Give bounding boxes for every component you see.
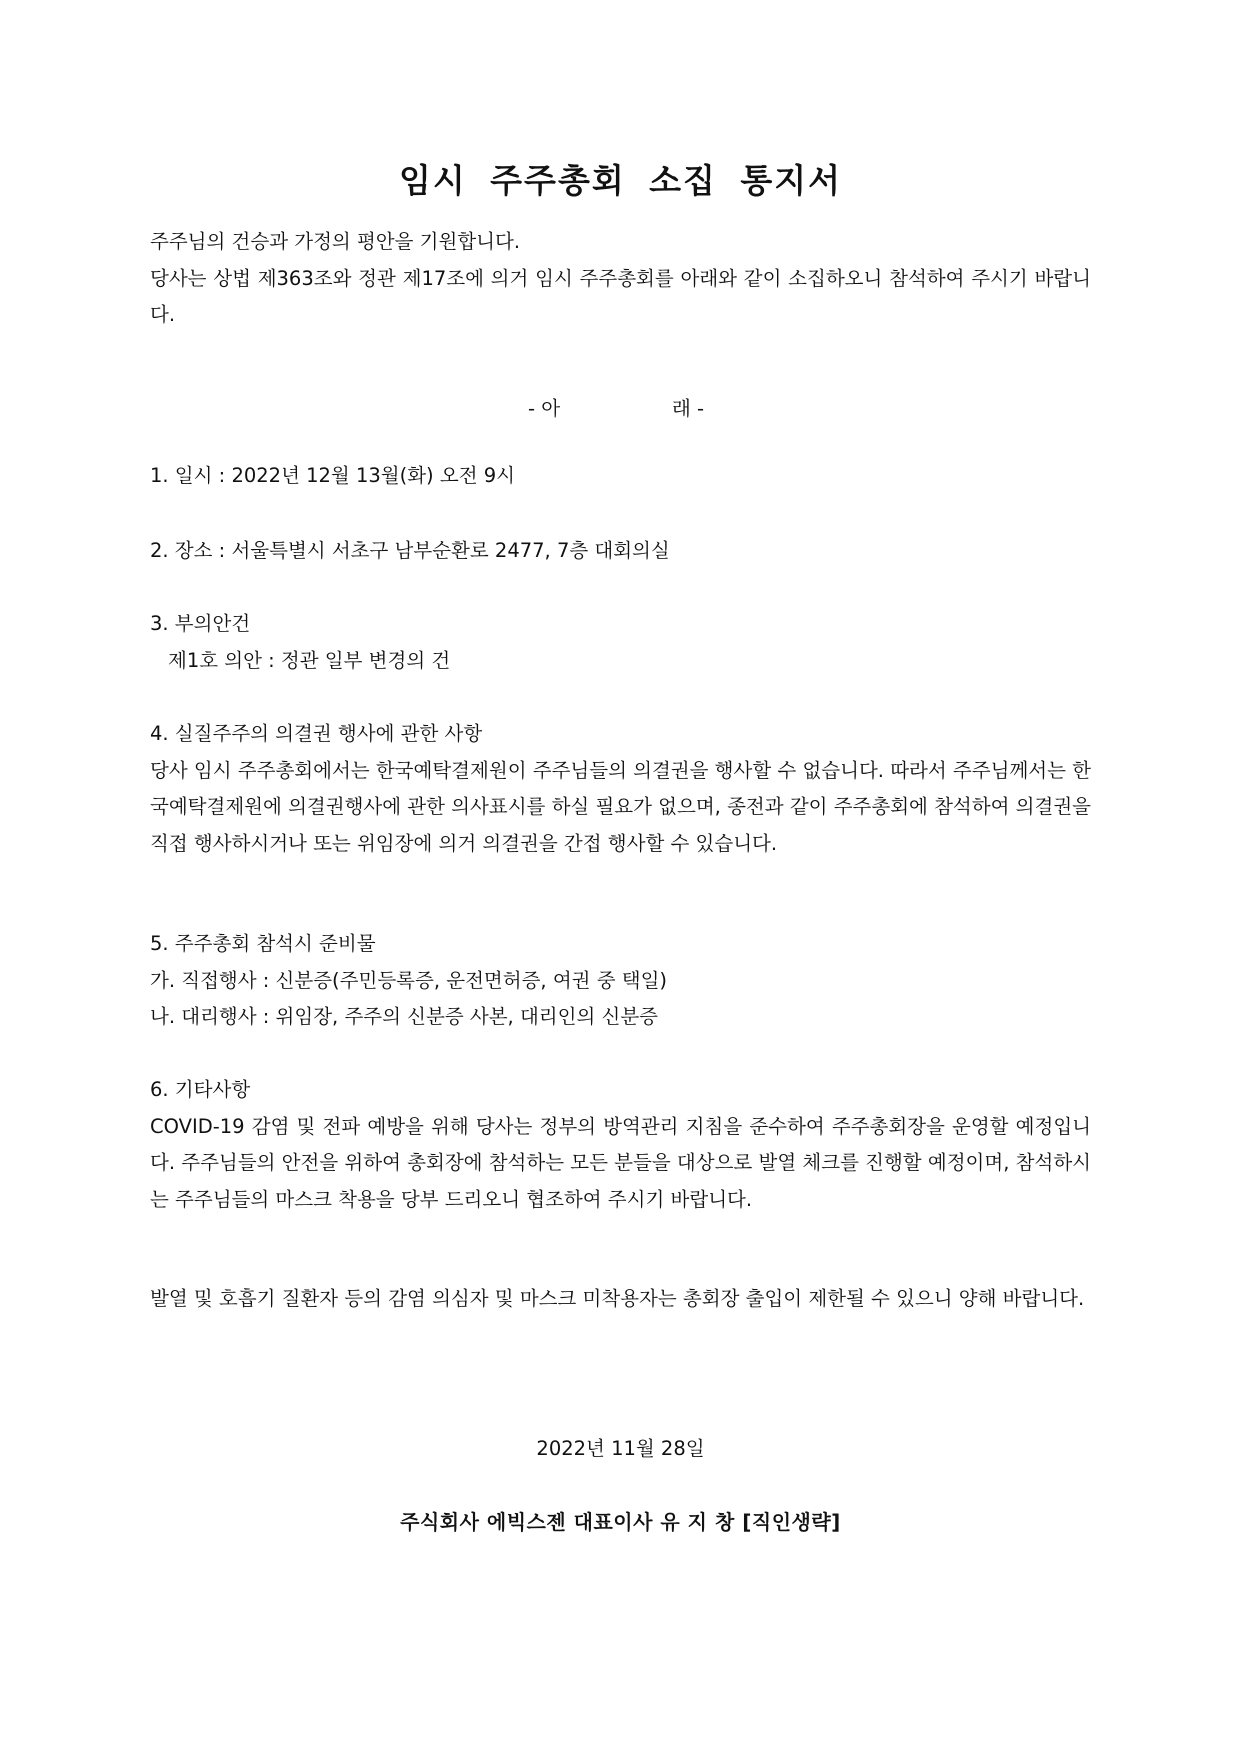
preparation-proxy: 나. 대리행사 : 위임장, 주주의 신분증 사본, 대리인의 신분증: [150, 1005, 659, 1028]
page-title: 임시 주주총회 소집 통지서: [398, 161, 843, 200]
entry-restriction-text: 발열 및 호흡기 질환자 등의 감염 의심자 및 마스크 미착용자는 총회장 출입이 제한될 수 있으니 양해 바랍니다.: [150, 1287, 1085, 1310]
preparation-heading: 5. 주주총회 참석시 준비물: [150, 932, 376, 955]
intro-paragraph: [150, 224, 1091, 334]
item-place: [150, 533, 1091, 570]
place-text: 2. 장소 : 서울특별시 서초구 남부순환로 2477, 7층 대회의실: [150, 539, 670, 562]
voting-body: 당사 임시 주주총회에서는 한국예탁결제원이 주주님들의 의결권을 행사할 수 없습니다. 따라서 주주님께서는 한국예탁결제원에 의결권행사에 관한 의사표시를 하실 필요가 없으며, 종전과 같이 주주총회에 참석하여 의결권을 직접 행사하시거나 또는 위임장에 의거 의결권을 간접 행사할 수 있습니다.: [150, 758, 1091, 855]
agenda-item: 제1호 의안 : 정관 일부 변경의 건: [168, 648, 451, 672]
date-text: 1. 일시 : 2022년 12월 13월(화) 오전 9시: [150, 464, 515, 487]
other-body: COVID-19 감염 및 전파 예방을 위해 당사는 정부의 방역관리 지침을 준수하여 주주총회장을 운영할 예정입니다. 주주님들의 안전을 위하여 총회장에 참석하는 모든 분들을 대상으로 발열 체크를 진행할 예정이며, 참석하시는 주주님들의 마스크 착용을 당부 드리오니 협조하여 주시기 바랍니다.: [150, 1114, 1091, 1211]
preparation-direct: 가. 직접행사 : 신분증(주민등록증, 운전면허증, 여권 중 택일): [150, 968, 668, 992]
issue-date: 2022년 11월 28일: [536, 1437, 705, 1460]
entry-restriction-note: [150, 1281, 1091, 1318]
arae-heading-right: 래 -: [672, 397, 705, 420]
item-date: [150, 458, 1091, 495]
voting-heading: 4. 실질주주의 의결권 행사에 관한 사항: [150, 722, 483, 745]
item-other: [150, 1072, 1091, 1218]
item-voting: [150, 716, 1091, 862]
company-signature: 주식회사 에빅스젠 대표이사 유 지 창 [직인생략]: [400, 1510, 841, 1534]
convocation-text: 당사는 상법 제363조와 정관 제17조에 의거 임시 주주총회를 아래와 같이 소집하오니 참석하여 주시기 바랍니다.: [150, 266, 1091, 326]
item-preparation: [150, 926, 1091, 1036]
other-heading: 6. 기타사항: [150, 1078, 251, 1101]
greeting-text: 주주님의 건승과 가정의 평안을 기원합니다.: [150, 230, 521, 253]
agenda-heading: 3. 부의안건: [150, 612, 251, 635]
arae-heading-left: - 아: [528, 397, 561, 420]
item-agenda: [150, 606, 1091, 679]
